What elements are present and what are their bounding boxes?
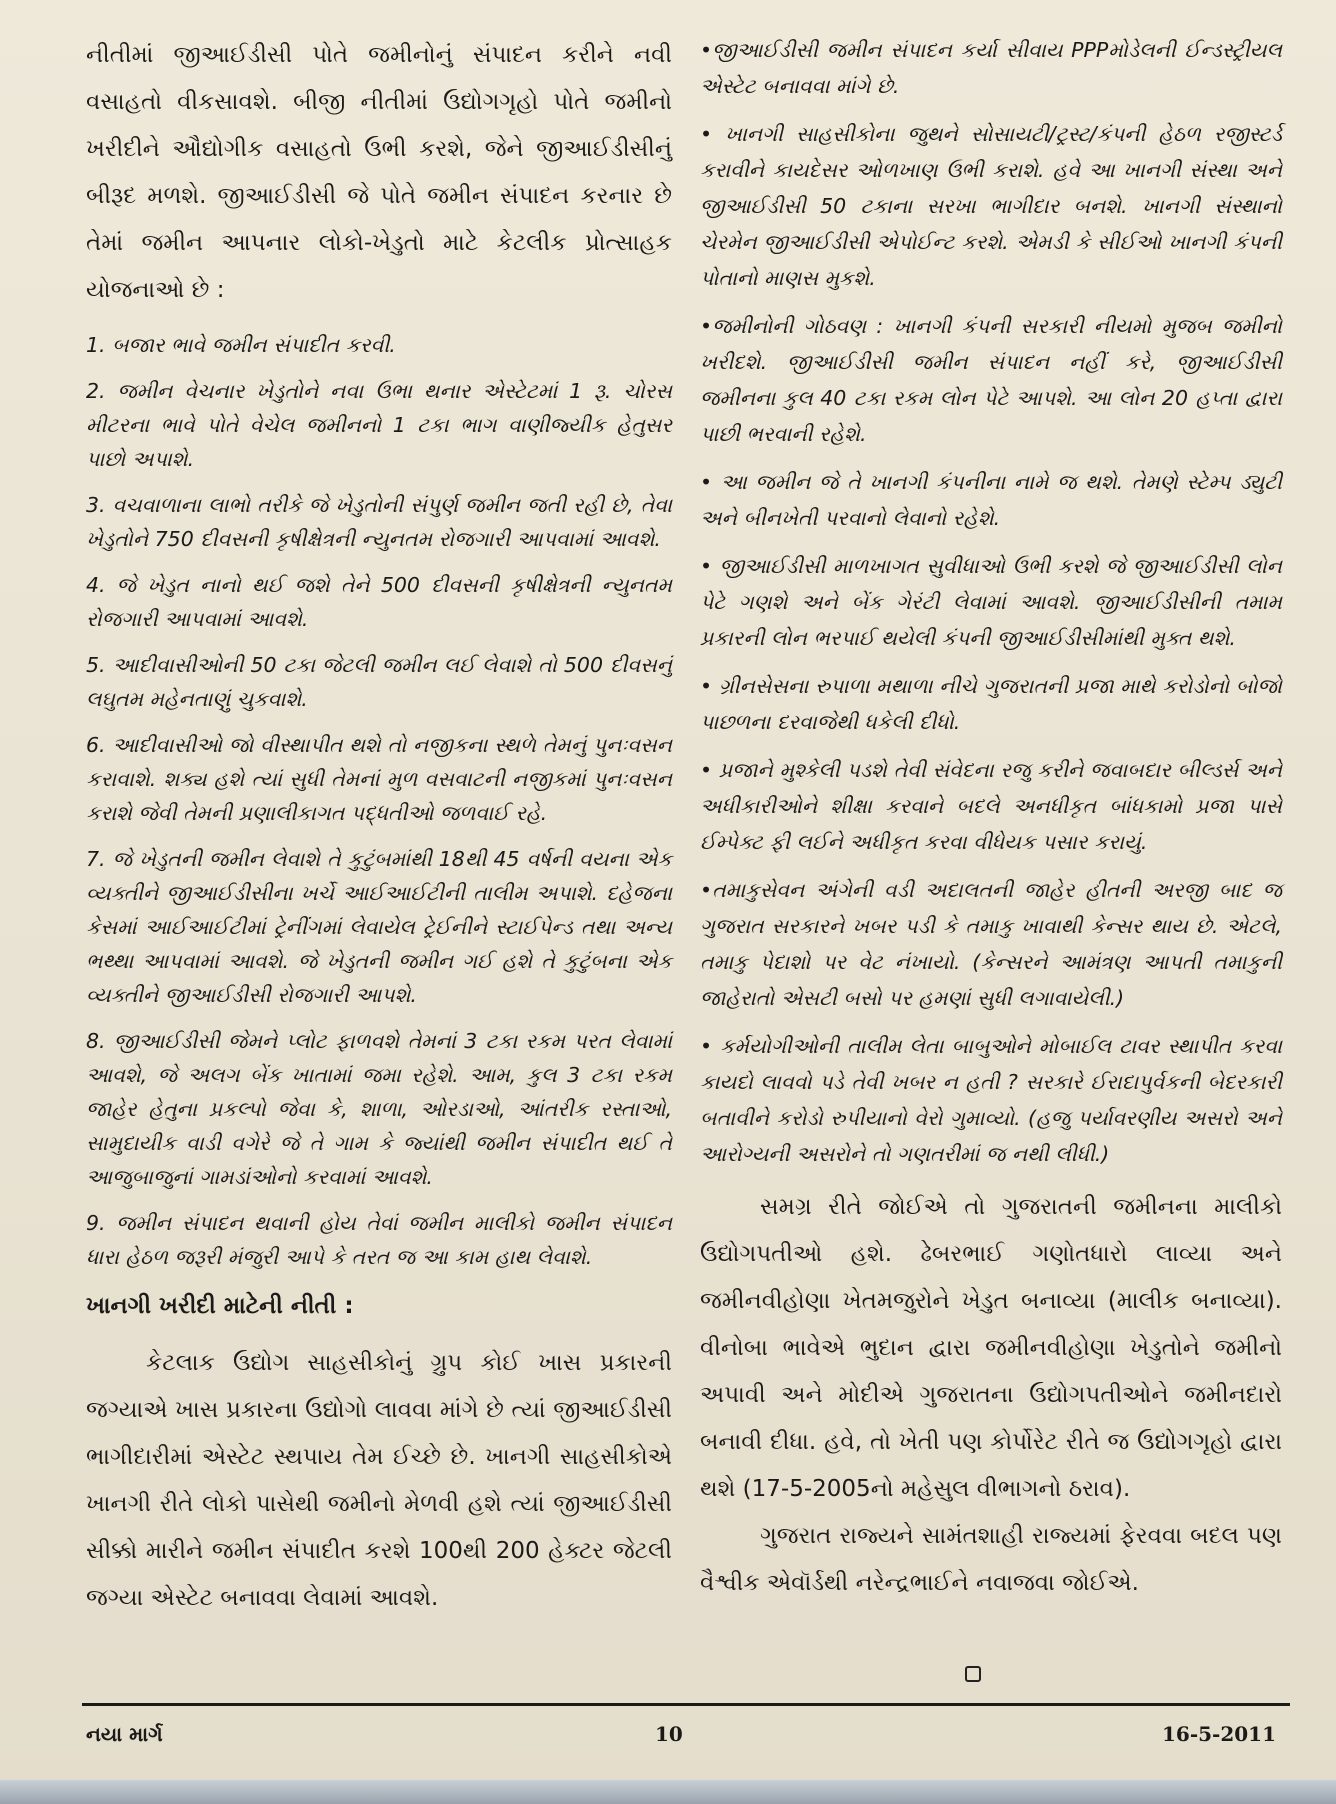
bullet-item: • ગ્રીનસેસના રુપાળા મથાળા નીચે ગુજરાતની પ્રજા માથે કરોડોનો બોજો પાછળના દરવાજેથી ધકેલી દીધો. (700, 674, 1282, 734)
left-column (86, 32, 672, 1622)
bullet-item: •તમાકુસેવન અંગેની વડી અદાલતની જાહેર હીતની અરજી બાદ જ ગુજરાત સરકારને ખબર પડી કે તમાકુ ખાવાથી કેન્સર થાય છે. એટલે, તમાકુ પેદાશો પર વેટ નંખાયો. (કેન્સરને આમંત્રણ આપતી તમાકુની જાહેરાતો એસટી બસો પર હમણાં સુધી લગાવાયેલી.) (700, 878, 1282, 1010)
list-item: 2. જમીન વેચનાર ખેડુતોને નવા ઉભા થનાર એસ્ટેટમાં 1 રૂ. ચોરસ મીટરના ભાવે પોતે વેચેલ જમીનનો 1 ટકા ભાગ વાણીજ્યીક હેતુસર પાછો અપાશે. (86, 379, 672, 471)
right-column (700, 32, 1282, 1607)
conclusion-paragraph: સમગ્ર રીતે જોઈએ તો ગુજરાતની જમીનના માલીકો ઉદ્યોગપતીઓ હશે. ઢેબરભાઈ ગણોતધારો લાવ્યા અને જમીનવીહોણા ખેતમજુરોને ખેડુત બનાવ્યા (માલીક બનાવ્યા). વીનોબા ભાવેએ ભુદાન દ્વારા જમીનવીહોણા ખેડુતોને જમીનો અપાવી અને મોદીએ ગુજરાતના ઉદ્યોગપતીઓને જમીનદારો બનાવી દીધા. હવે, તો ખેતી પણ કોર્પોરેટ રીતે જ ઉદ્યોગગૃહો દ્વારા થશે (17-5-2005નો મહેસુલ વીભાગનો ઠરાવ). (700, 1194, 1282, 1502)
intro-paragraph: નીતીમાં જીઆઈડીસી પોતે જમીનોનું સંપાદન કરીને નવી વસાહતો વીકસાવશે. બીજી નીતીમાં ઉદ્યોગગૃહો પોતે જમીનો ખરીદીને ઔદ્યોગીક વસાહતો ઉભી કરશે, જેને જીઆઈડીસીનું બીરૂદ મળશે. જીઆઈડીસી જે પોતે જમીન સંપાદન કરનાર છે તેમાં જમીન આપનાર લોકો-ખેડુતો માટે કેટલીક પ્રોત્સાહક યોજનાઓ છે : (86, 42, 672, 303)
list-item: 4. જે ખેડુત નાનો થઈ જશે તેને 500 દીવસની કૃષીક્ષેત્રની ન્યુનતમ રોજગારી આપવામાં આવશે. (86, 573, 672, 631)
publication-name: નયા માર્ગ (86, 1722, 163, 1746)
incentive-list (86, 328, 672, 1274)
issue-date: 16-5-2011 (1161, 1722, 1276, 1746)
page-number: 10 (655, 1722, 683, 1746)
bullet-item: •જીઆઈડીસી જમીન સંપાદન કર્યા સીવાય PPPમોડેલની ઈન્ડસ્ટ્રીયલ એસ્ટેટ બનાવવા માંગે છે. (700, 38, 1282, 98)
list-item: 5. આદીવાસીઓની 50 ટકા જેટલી જમીન લઈ લેવાશે તો 500 દીવસનું લઘુતમ મહેનતાણું ચુકવાશે. (86, 653, 672, 711)
bullet-item: • જીઆઈડીસી માળખાગત સુવીધાઓ ઉભી કરશે જે જીઆઈડીસી લોન પેટે ગણશે અને બેંક ગેરંટી લેવામાં આવશે. જીઆઈડીસીની તમામ પ્રકારની લોન ભરપાઈ થયેલી કંપની જીઆઈડીસીમાંથી મુક્ત થશે. (700, 554, 1282, 650)
list-item: 9. જમીન સંપાદન થવાની હોય તેવાં જમીન માલીકો જમીન સંપાદન ધારા હેઠળ જરૂરી મંજુરી આપે કે તરત જ આ કામ હાથ લેવાશે. (86, 1211, 672, 1269)
section-heading: ખાનગી ખરીદી માટેની નીતી : (86, 1293, 354, 1319)
bullet-item: • ખાનગી સાહસીકોના જુથને સોસાયટી/ટ્રસ્ટ/કંપની હેઠળ રજીસ્ટર્ડ કરાવીને કાયદેસર ઓળખાણ ઉભી કરાશે. હવે આ ખાનગી સંસ્થા અને જીઆઈડીસી 50 ટકાના સરખા ભાગીદાર બનશે. ખાનગી સંસ્થાનો ચેરમેન જીઆઈડીસી એપોઈન્ટ કરશે. એમડી કે સીઈઓ ખાનગી કંપની પોતાનો માણસ મુકશે. (700, 122, 1282, 290)
list-item: 1. બજાર ભાવે જમીન સંપાદીત કરવી. (86, 333, 396, 357)
bullet-item: • કર્મયોગીઓની તાલીમ લેતા બાબુઓને મોબાઈલ ટાવર સ્થાપીત કરવા કાયદો લાવવો પડે તેવી ખબર ન હતી ? સરકારે ઈરાદાપુર્વકની બેદરકારી બતાવીને કરોડો રુપીયાનો વેરો ગુમાવ્યો. (હજુ પર્યાવરણીય અસરો અને આરોગ્યની અસરોને તો ગણતરીમાં જ નથી લીધી.) (700, 1034, 1282, 1166)
list-item: 7. જે ખેડુતની જમીન લેવાશે તે કુટુંબમાંથી 18થી 45 વર્ષની વયના એક વ્યક્તીને જીઆઈડીસીના ખર્ચે આઈઆઈટીની તાલીમ અપાશે. દહેજના કેસમાં આઈઆઈટીમાં ટ્રેનીંગમાં લેવાયેલ ટ્રેઈનીને સ્ટાઈપેન્ડ તથા અન્ય ભથ્થા આપવામાં આવશે. જે ખેડુતની જમીન ગઈ હશે તે કુટુંબના એક વ્યક્તીને જીઆઈડીસી રોજગારી આપશે. (86, 847, 672, 1007)
page-edge (0, 1780, 1336, 1804)
end-of-article-icon (965, 1666, 981, 1682)
bullet-item: • આ જમીન જે તે ખાનગી કંપનીના નામે જ થશે. તેમણે સ્ટેમ્પ ડ્યુટી અને બીનખેતી પરવાનો લેવાનો રહેશે. (700, 470, 1282, 530)
list-item: 6. આદીવાસીઓ જો વીસ્થાપીત થશે તો નજીકના સ્થળે તેમનું પુનઃવસન કરાવાશે. શક્ય હશે ત્યાં સુધી તેમનાં મુળ વસવાટની નજીકમાં પુનઃવસન કરાશે જેવી તેમની પ્રણાલીકાગત પદ્ધતીઓ જળવાઈ રહે. (86, 733, 672, 825)
closing-paragraph: ગુજરાત રાજ્યને સામંતશાહી રાજ્યમાં ફેરવવા બદલ પણ વૈશ્વીક એવૉર્ડથી નરેન્દ્રભાઈને નવાજવા જોઈએ. (700, 1523, 1282, 1596)
list-item: 3. વચવાળાના લાભો તરીકે જે ખેડુતોની સંપુર્ણ જમીન જતી રહી છે, તેવા ખેડુતોને 750 દીવસની કૃષીક્ષેત્રની ન્યુનતમ રોજગારી આપવામાં આવશે. (86, 493, 672, 551)
bullet-item: •જમીનોની ગોઠવણ : ખાનગી કંપની સરકારી નીયમો મુજબ જમીનો ખરીદશે. જીઆઈડીસી જમીન સંપાદન નહીં કરે, જીઆઈડીસી જમીનના કુલ 40 ટકા રકમ લોન પેટે આપશે. આ લોન 20 હપ્તા દ્વારા પાછી ભરવાની રહેશે. (700, 314, 1282, 446)
section-paragraph: કેટલાક ઉદ્યોગ સાહસીકોનું ગ્રુપ કોઈ ખાસ પ્રકારની જગ્યાએ ખાસ પ્રકારના ઉદ્યોગો લાવવા માંગે છે ત્યાં જીઆઈડીસી ભાગીદારીમાં એસ્ટેટ સ્થપાય તેમ ઈચ્છે છે. ખાનગી સાહસીકોએ ખાનગી રીતે લોકો પાસેથી જમીનો મેળવી હશે ત્યાં જીઆઈડીસી સીક્કો મારીને જમીન સંપાદીત કરશે 100થી 200 હેક્ટર જેટલી જગ્યા એસ્ટેટ બનાવવા લેવામાં આવશે. (86, 1350, 672, 1611)
footer-divider (82, 1703, 1290, 1706)
bullet-item: • પ્રજાને મુશ્કેલી પડશે તેવી સંવેદના રજુ કરીને જવાબદાર બીલ્ડર્સ અને અધીકારીઓને શીક્ષા કરવાને બદલે અનધીકૃત બાંધકામો પ્રજા પાસે ઈમ્પેક્ટ ફી લઈને અધીકૃત કરવા વીધેયક પસાર કરાયું. (700, 758, 1282, 854)
list-item: 8. જીઆઈડીસી જેમને પ્લોટ ફાળવશે તેમનાં 3 ટકા રકમ પરત લેવામાં આવશે, જે અલગ બેંક ખાતામાં જમા રહેશે. આમ, કુલ 3 ટકા રકમ જાહેર હેતુના પ્રકલ્પો જેવા કે, શાળા, ઓરડાઓ, આંતરીક રસ્તાઓ, સામુદાયીક વાડી વગેરે જે તે ગામ કે જ્યાંથી જમીન સંપાદીત થઈ તે આજુબાજુનાં ગામડાંઓનો કરવામાં આવશે. (86, 1029, 672, 1189)
